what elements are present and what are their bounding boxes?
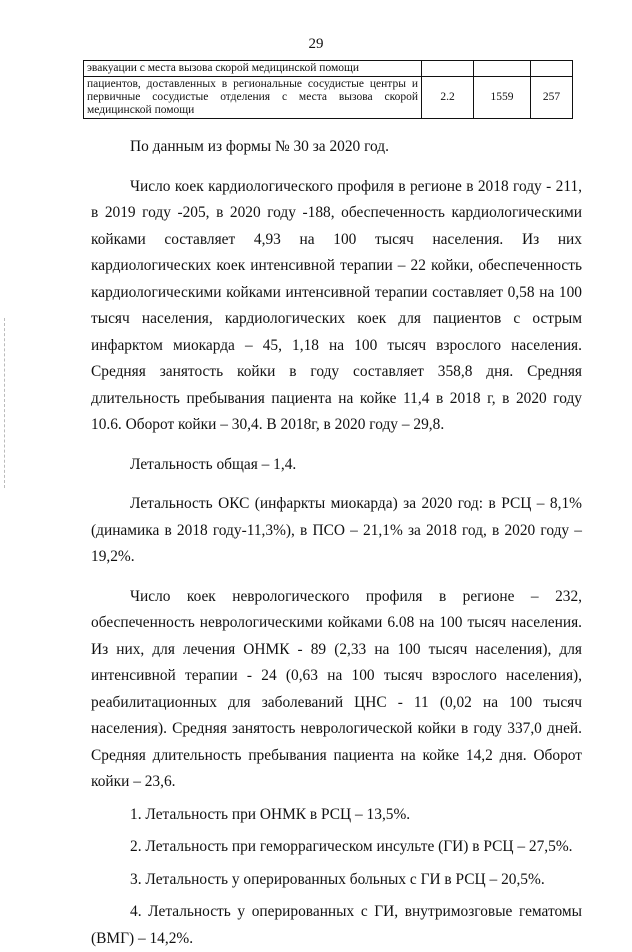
table-cell-value: [531, 61, 573, 77]
list-item-stroke-mortality: 1. Летальность при ОНМК в РСЦ – 13,5%.: [130, 805, 411, 823]
paragraph-acs-mortality: Летальность ОКС (инфаркты миокарда) за 2020 год: в РСЦ – 8,1% (динамика в 2018 году-11,3%), в ПСО – 21,1% за 2018 год, в 2020 году – 19,2%.: [91, 495, 582, 565]
list-item-operated-mortality: 3. Летальность у оперированных больных с ГИ в РСЦ – 20,5%.: [130, 870, 545, 888]
table-row: [84, 77, 573, 119]
list-item-hematoma-mortality: 4. Летальность у оперированных с ГИ, внутримозговые гематомы (ВМГ) – 14,2%.: [91, 903, 582, 947]
scan-margin-line: [4, 318, 5, 488]
paragraph-source: По данным из формы № 30 за 2020 год.: [130, 138, 389, 155]
document-body: [91, 134, 582, 952]
table-cell-description: эвакуации с места вызова скорой медицинской помощи: [84, 61, 422, 77]
page-number: 29: [308, 36, 324, 52]
table-cell-description: пациентов, доставленных в региональные сосудистые центры и первичные сосудистые отделения с места вызова скорой медицинской помощи: [84, 77, 422, 119]
statistics-table: [83, 60, 573, 119]
paragraph-cardiology-beds: Число коек кардиологического профиля в регионе в 2018 году - 211, в 2019 году -205, в 2020 году -188, обеспеченность кардиологическими койками составляет 4,93 на 100 тысяч населения. Из них кардиологических коек интенсивной терапии – 22 койки, обеспеченность кардиологическими койками интенсивной терапии составляет 0,58 на 100 тысяч населения, кардиологических коек для пациентов с острым инфарктом миокарда – 45, 1,18 на 100 тысяч взрослого населения. Средняя занятость койки в году составляет 358,8 дня. Средняя длительность пребывания пациента на койке 11,4 в 2018 г, в 2020 году 10.6. Оборот койки – 30,4. В 2018г, в 2020 году – 29,8.: [91, 177, 582, 433]
table-row: [84, 61, 573, 77]
table-cell-value: [422, 61, 474, 77]
list-item-hemorrhagic-mortality: 2. Летальность при геморрагическом инсульте (ГИ) в РСЦ – 27,5%.: [130, 838, 573, 855]
paragraph-neurology-beds: Число коек неврологического профиля в регионе – 232, обеспеченность неврологическими койками 6.08 на 100 тысяч населения. Из них, для лечения ОНМК - 89 (2,33 на 100 тысяч населения), для интенсивной терапии - 24 (0,63 на 100 тысяч взрослого населения), реабилитационных для заболеваний ЦНС - 11 (0,02 на 100 тысяч населения). Средняя занятость неврологической койки в году 337,0 дней. Средняя длительность пребывания пациента на койке 14,2 дня. Оборот койки – 23,6.: [91, 587, 582, 790]
paragraph-total-mortality: Летальность общая – 1,4.: [130, 455, 297, 473]
table-cell-value: 2.2: [422, 77, 474, 119]
table-cell-value: 1559: [474, 77, 531, 119]
table-cell-value: [474, 61, 531, 77]
table-cell-value: 257: [531, 77, 573, 119]
